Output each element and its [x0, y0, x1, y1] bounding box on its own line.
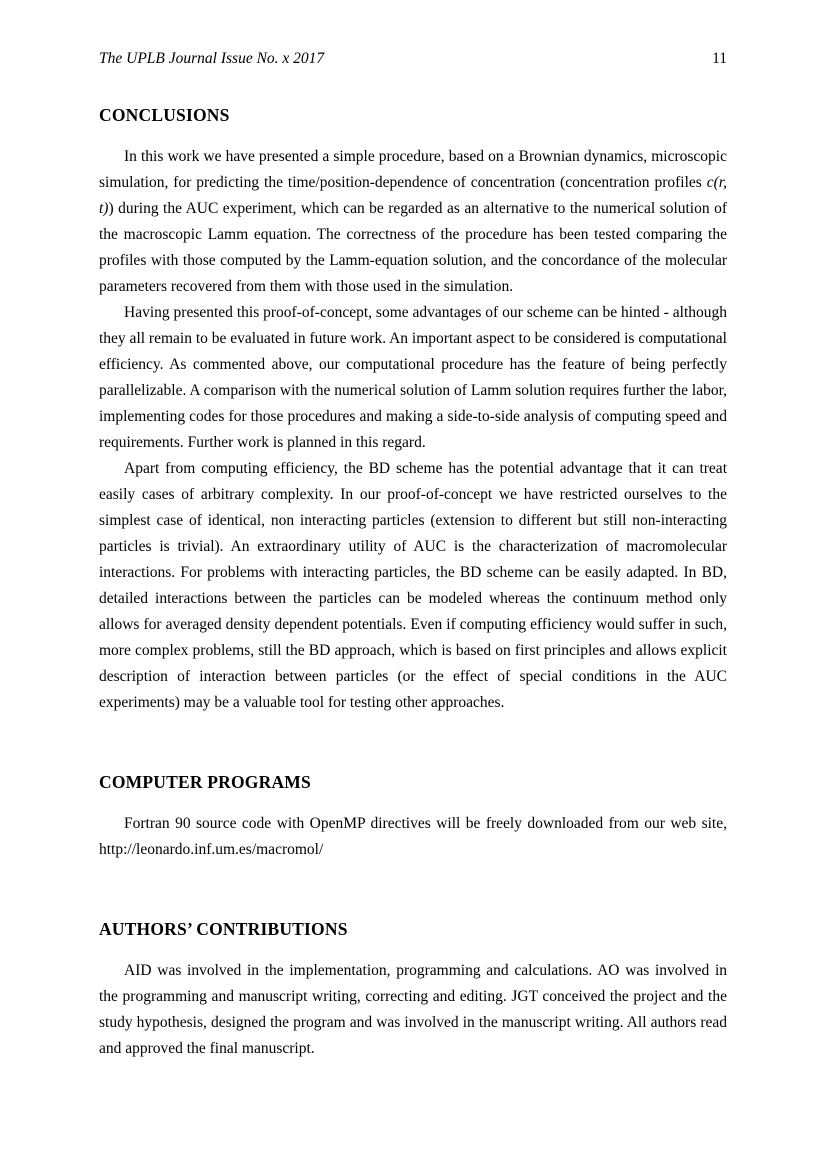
section-computer-programs [99, 772, 727, 863]
section-authors-contributions [99, 919, 727, 1062]
paragraph-text: ) during the AUC experiment, which can be regarded as an alternative to the numerical solution of the macroscopic Lamm equation. The correctness of the procedure has been tested comparing the profiles with those computed by the Lamm-equation solution, and the concordance of the molecular parameters recovered from them with those used in the simulation. [99, 200, 727, 295]
paragraph-text: In this work we have presented a simple procedure, based on a Brownian dynamics, microscopic simulation, for predicting the time/position-dependence of concentration (concentration profiles [99, 148, 727, 191]
authors-contributions-paragraph: AID was involved in the implementation, programming and calculations. AO was involved in the programming and manuscript writing, correcting and editing. JGT conceived the project and the study hypothesis, designed the program and was involved in the manuscript writing. All authors read and approved the final manuscript. [99, 962, 727, 1057]
page-number: 11 [712, 50, 727, 67]
conclusions-paragraph-1 [99, 144, 727, 300]
website-url[interactable]: http://leonardo.inf.um.es/macromol/ [99, 841, 324, 858]
section-heading-conclusions: CONCLUSIONS [99, 105, 230, 125]
math-concentration-profile: c(r, t) [99, 174, 727, 217]
conclusions-paragraph-2: Having presented this proof-of-concept, some advantages of our scheme can be hinted - although they all remain to be evaluated in future work. An important aspect to be considered is computational efficiency. As commented above, our computational procedure has the feature of being perfectly parallelizable. A comparison with the numerical solution of Lamm solution requires further the labor, implementing codes for those procedures and making a side-to-side analysis of computing speed and requirements. Further work is planned in this regard. [99, 304, 727, 451]
page-header [99, 50, 727, 68]
section-conclusions [99, 105, 727, 716]
computer-programs-paragraph [99, 811, 727, 863]
section-heading-computer-programs: COMPUTER PROGRAMS [99, 772, 311, 792]
conclusions-paragraph-3: Apart from computing efficiency, the BD scheme has the potential advantage that it can treat easily cases of arbitrary complexity. In our proof-of-concept we have restricted ourselves to the simplest case of identical, non interacting particles (extension to different but still non-interacting particles is trivial). An extraordinary utility of AUC is the characterization of macromolecular interactions. For problems with interacting particles, the BD scheme can be easily adapted. In BD, detailed interactions between the particles can be modeled whereas the continuum method only allows for averaged density dependent potentials. Even if computing efficiency would suffer in such, more complex problems, still the BD approach, which is based on first principles and allows explicit description of interaction between particles (or the effect of special conditions in the AUC experiments) may be a valuable tool for testing other approaches. [99, 460, 727, 711]
section-heading-authors-contributions: AUTHORS’ CONTRIBUTIONS [99, 919, 348, 939]
journal-title: The UPLB Journal Issue No. x 2017 [99, 50, 325, 67]
paragraph-text: Fortran 90 source code with OpenMP directives will be freely downloaded from our web site, [124, 815, 727, 832]
